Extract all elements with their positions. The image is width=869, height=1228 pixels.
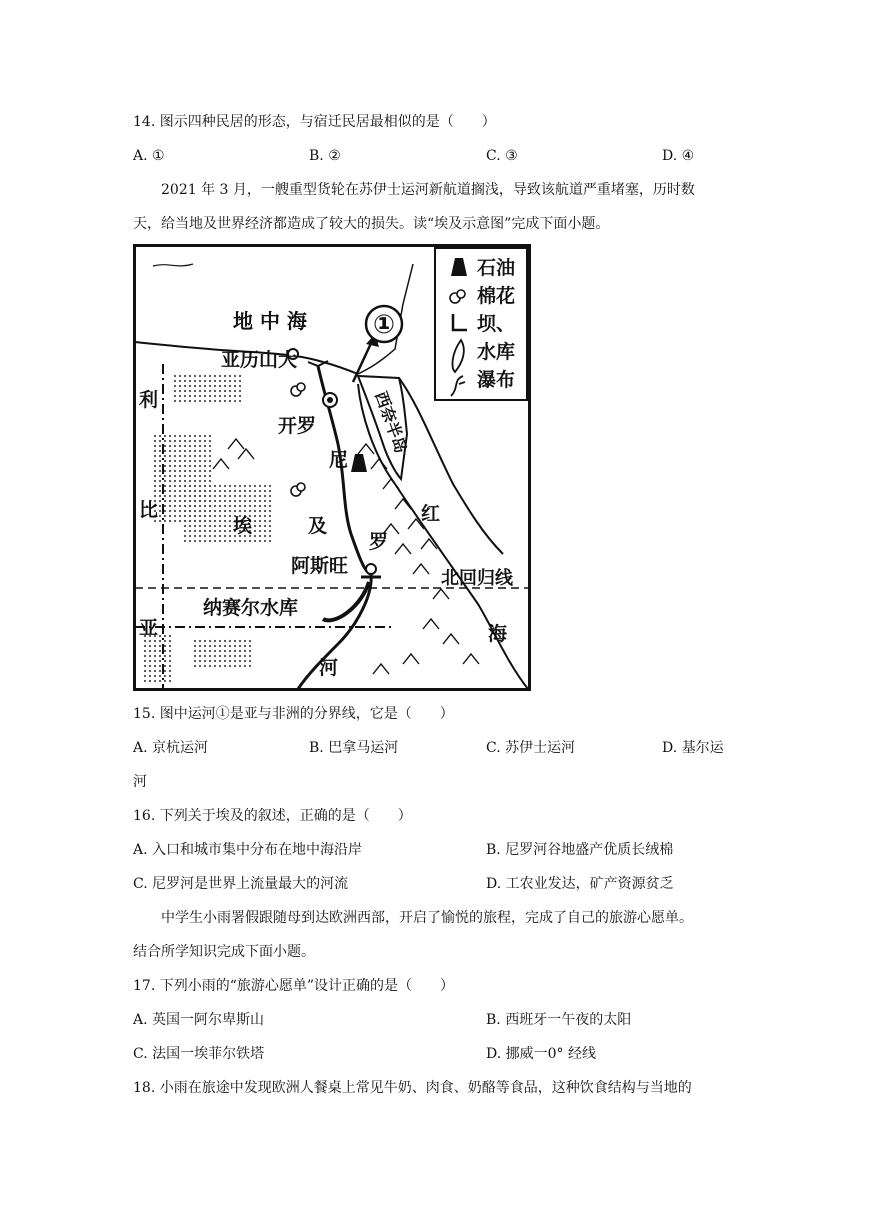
q16-option-a: A. 入口和城市集中分布在地中海沿岸 [133,842,363,858]
q15-stem: 15. 图中运河①是亚与非洲的分界线，它是（ ） [133,706,454,722]
q14-option-b: B. ② [309,148,341,164]
q15-option-a: A. 京杭运河 [133,740,209,756]
label-nile-3: 河 [319,657,339,679]
legend-oil: 石油 [477,257,516,279]
q18-stem: 18. 小雨在旅途中发现欧洲人餐桌上常见牛奶、肉食、奶酪等食品，这种饮食结构与当地的 [133,1080,692,1096]
label-lake-nasser: 纳赛尔水库 [203,597,299,619]
label-nile-1: 尼 [329,449,349,471]
q17-option-c: C. 法国一埃菲尔铁塔 [133,1046,265,1062]
q17-option-a: A. 英国一阿尔卑斯山 [133,1012,265,1028]
q14-stem: 14. 图示四种民居的形态，与宿迁民居最相似的是（ ） [133,114,496,130]
label-mediterranean: 地 中 海 [233,309,307,333]
label-egypt-2: 及 [308,515,328,537]
label-libya-1: 利 [139,389,159,411]
passage1-line1: 2021 年 3 月，一艘重型货轮在苏伊士运河新航道搁浅，导致该航道严重堵塞，历时数 [161,182,695,198]
legend-waterfall: 瀑布 [477,369,516,391]
label-sinai: 西奈半岛 [371,388,411,456]
q17-option-b: B. 西班牙一午夜的太阳 [486,1012,632,1028]
label-libya-3: 亚 [139,617,159,639]
passage2-line1: 中学生小雨署假跟随母到达欧洲西部，开启了愉悦的旅程，完成了自己的旅游心愿单。 [161,910,693,926]
legend-dam: 坝、 [477,313,516,335]
egypt-map [133,244,531,691]
passage1-line2: 天，给当地及世界经济都造成了较大的损失。读“埃及示意图”完成下面小题。 [133,216,610,232]
q15-option-d: D. 基尔运 [662,740,724,756]
q16-option-b: B. 尼罗河谷地盛产优质长绒棉 [486,842,674,858]
label-nile-2: 罗 [369,531,389,553]
q15-option-c: C. 苏伊士运河 [486,740,576,756]
label-canal-marker: ① [373,310,396,340]
q16-option-c: C. 尼罗河是世界上流量最大的河流 [133,876,349,892]
label-red-sea-2: 海 [488,623,508,645]
q14-option-d: D. ④ [662,148,695,164]
q17-option-d: D. 挪威一0° 经线 [486,1046,596,1062]
label-cairo: 开罗 [278,415,317,437]
label-red-sea-1: 红 [421,503,441,525]
label-libya-2: 比 [139,499,159,521]
q17-stem: 17. 下列小雨的“旅游心愿单”设计正确的是（ ） [133,978,455,994]
label-tropic: 北回归线 [441,568,513,589]
label-egypt-1: 埃 [233,515,253,537]
passage2-line2: 结合所学知识完成下面小题。 [133,944,315,960]
q15-option-d-wrap: 河 [133,774,147,790]
legend-cotton: 棉花 [477,285,516,307]
q16-option-d: D. 工农业发达，矿产资源贫乏 [486,876,674,892]
q16-stem: 16. 下列关于埃及的叙述，正确的是（ ） [133,808,412,824]
legend-reservoir: 水库 [477,341,516,363]
label-aswan: 阿斯旺 [291,555,349,577]
label-alexandria: 亚历山大 [221,349,298,371]
q14-option-c: C. ③ [486,148,518,164]
q15-option-b: B. 巴拿马运河 [309,740,399,756]
q14-option-a: A. ① [133,148,165,164]
